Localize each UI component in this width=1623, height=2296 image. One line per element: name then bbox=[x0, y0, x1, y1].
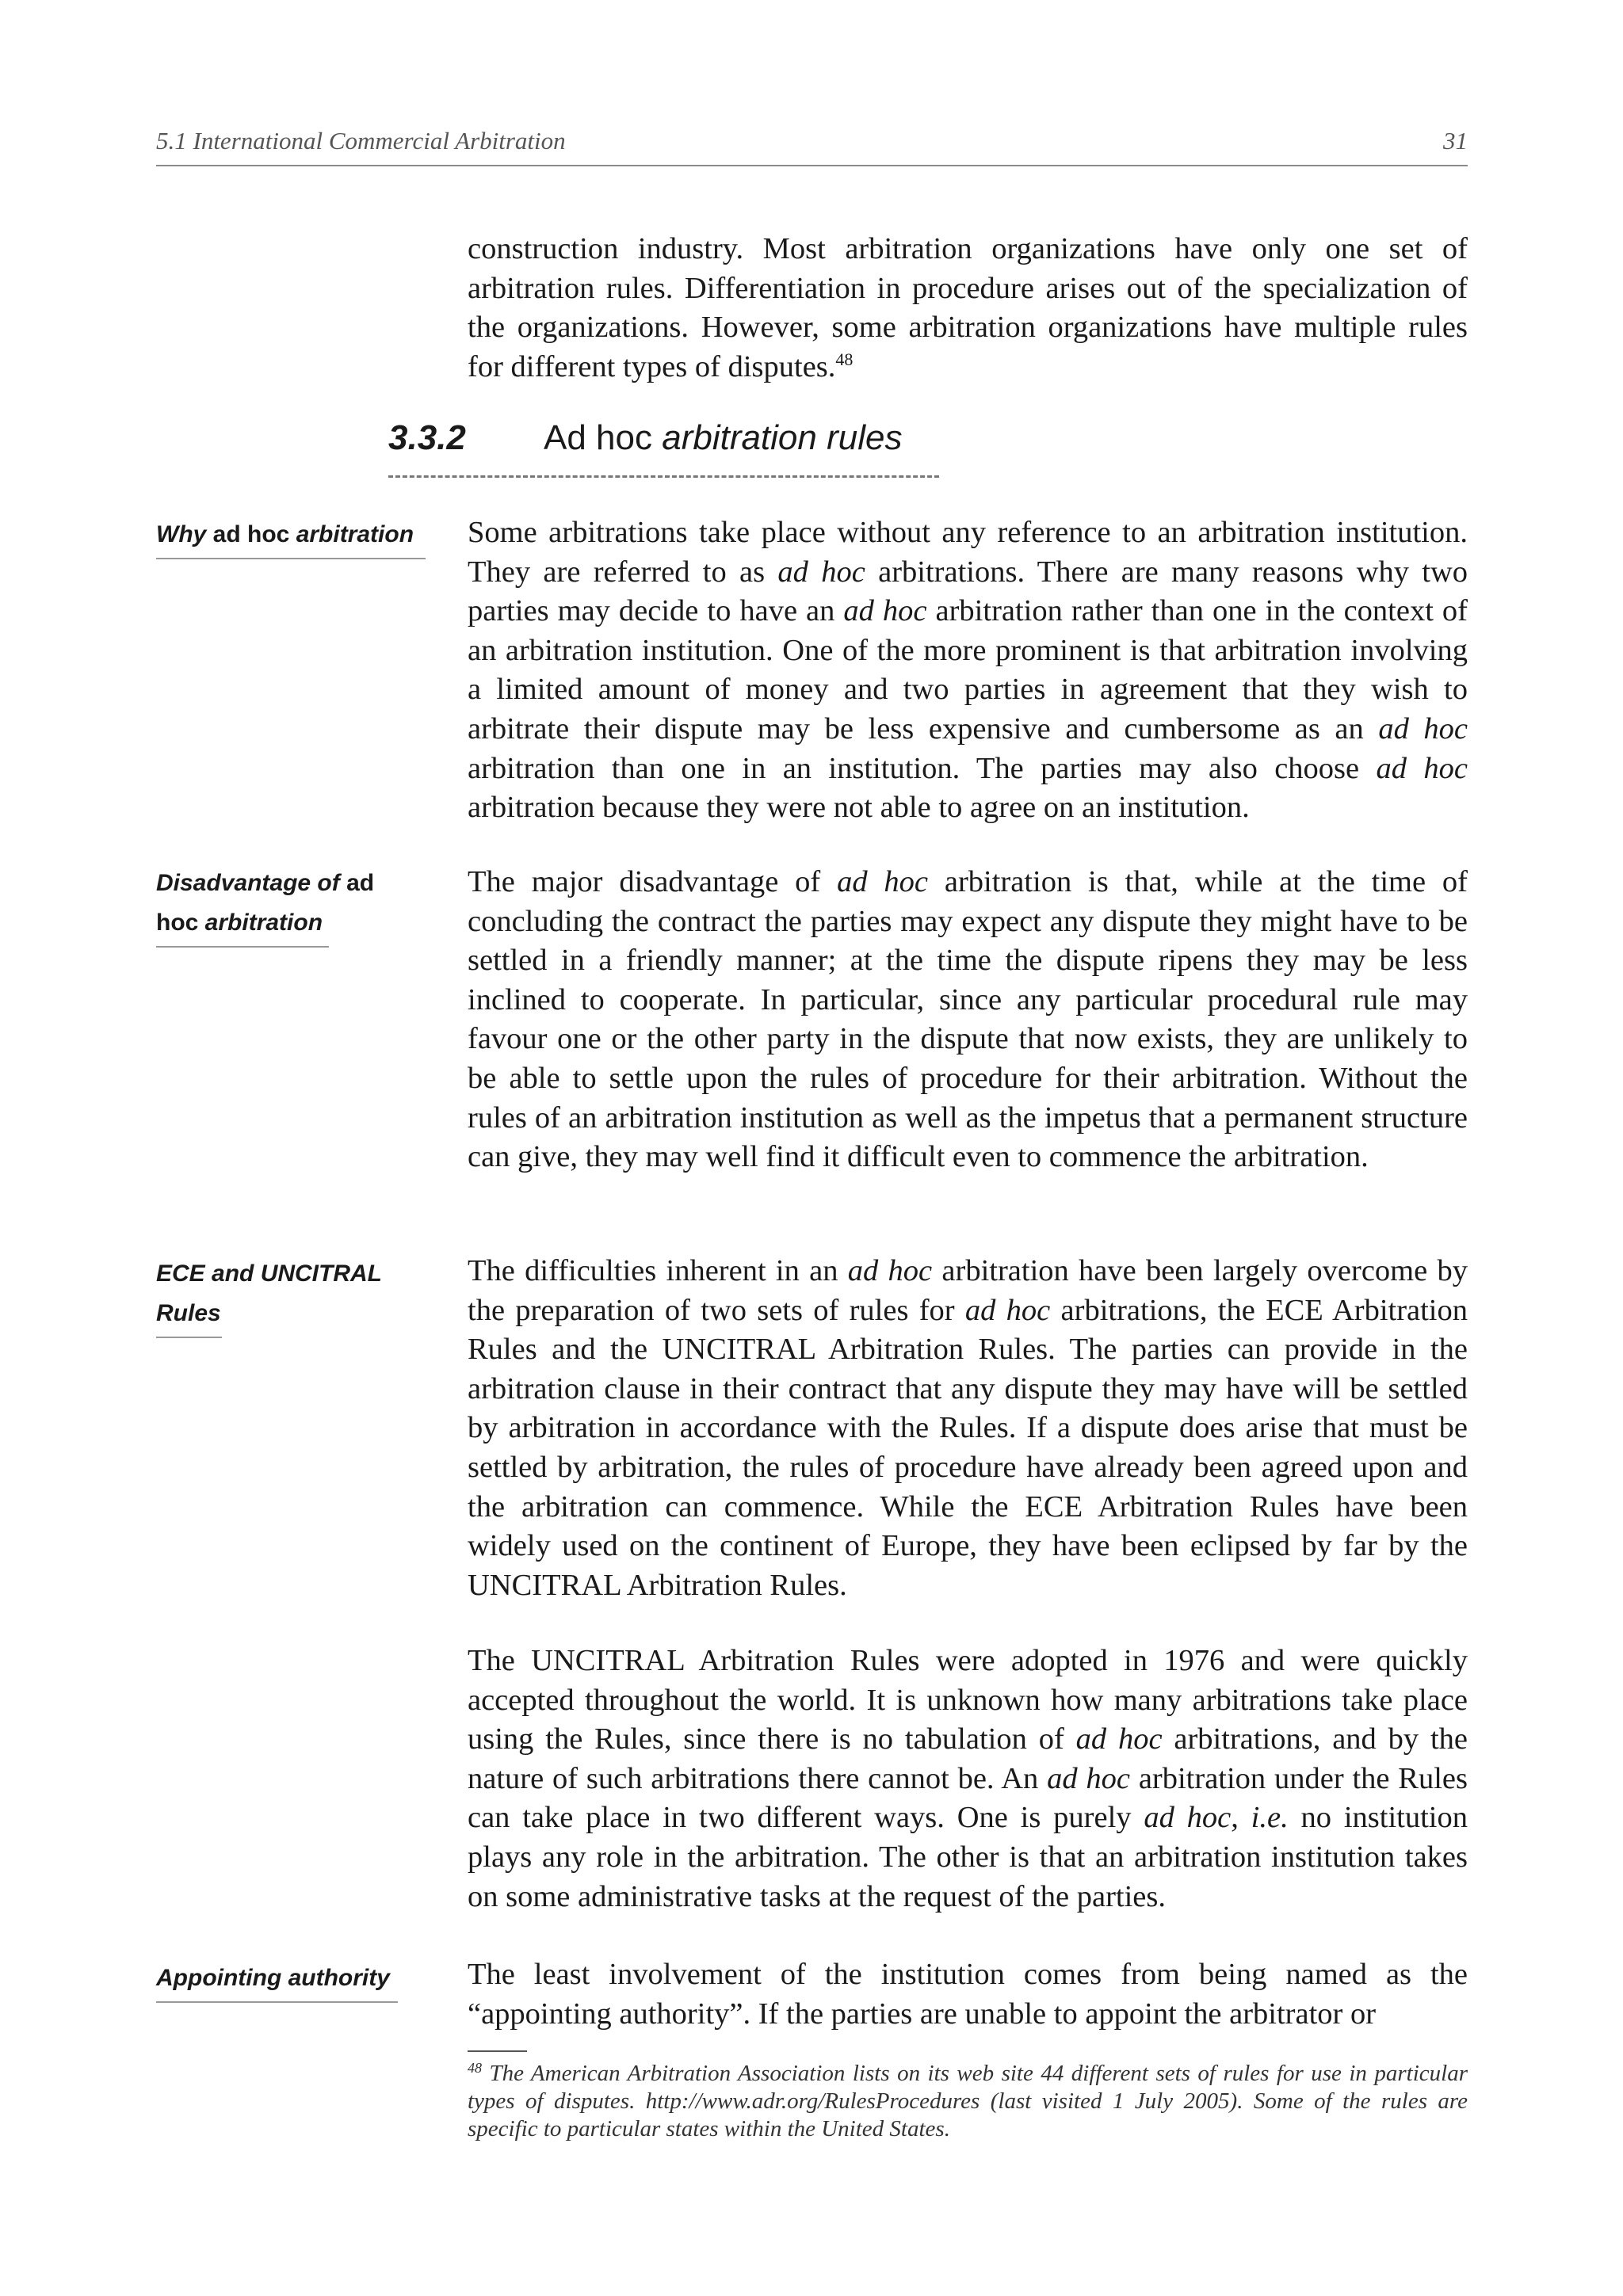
text-run: The least involvement of the institution comes from being named as the “appointing authority”. If the parties are unable to appoint the arbitrator or bbox=[468, 1958, 1468, 2031]
margin-note-disadvantage bbox=[156, 864, 374, 948]
text-run: no institution plays any role in the arbitration. The other is that an arbitration institution takes on some administrative tasks at the request of the parties. bbox=[468, 1801, 1468, 1913]
margin-note-text: ECE and UNCITRAL bbox=[156, 1261, 382, 1287]
margin-note-text: Rules bbox=[156, 1300, 221, 1326]
margin-note-underline bbox=[156, 946, 329, 948]
text-run: arbitration is that, while at the time of concluding the contract the parties may expect any dispute they might have to be settled in a friendly manner; at the time the dispute ripens they may be less inclined to cooperate. In particular, since any particular procedural rule may favour one or the other party in the dispute that now exists, they are unlikely to be able to settle upon the rules of procedure for their arbitration. Without the rules of an arbitration institution as well as the impetus that a permanent structure can give, they may well find it difficult even to commence the arbitration. bbox=[468, 865, 1468, 1174]
margin-note-appointing-authority bbox=[156, 1958, 398, 2003]
text-run: arbitrations. There are many reasons why two parties may decide to have an bbox=[468, 555, 1468, 628]
margin-note-text: Disadvantage of bbox=[156, 870, 340, 896]
text-run: arbitrations, and by the nature of such arbitrations there cannot be. An bbox=[468, 1722, 1468, 1795]
margin-note-text: ad bbox=[339, 870, 375, 896]
text-run-italic: ad hoc bbox=[1075, 1722, 1163, 1756]
text-run-italic: ad hoc bbox=[843, 594, 927, 628]
footnote-number: 48 bbox=[468, 2060, 482, 2076]
text-run-italic: ad hoc bbox=[847, 1254, 933, 1287]
paragraph-ece-uncitral bbox=[468, 1252, 1468, 1605]
text-run-italic: ad hoc bbox=[837, 865, 929, 898]
footnote-separator bbox=[468, 2050, 527, 2052]
text-run-italic: ad hoc bbox=[1376, 751, 1468, 785]
text-run-italic: ad hoc bbox=[1144, 1801, 1232, 1835]
text-run-italic: i.e. bbox=[1251, 1801, 1289, 1835]
page-number: 31 bbox=[1443, 127, 1468, 154]
paragraph-disadvantage bbox=[468, 863, 1468, 1177]
section-heading bbox=[388, 418, 902, 474]
text-run: arbitration under the Rules can take place in two different ways. One is purely bbox=[468, 1761, 1468, 1835]
text-run: arbitrations, the ECE Arbitration Rules and the UNCITRAL Arbitration Rules. The parties can provide in the arbitration clause in their contract that any dispute they may have will be settled by arbitration in accordance with the Rules. If a dispute does arise that must be settled by arbitration, the rules of procedure have already been agreed upon and the arbitration can commence. While the ECE Arbitration Rules have been widely used on the continent of Europe, they have been eclipsed by far by the UNCITRAL Arbitration Rules. bbox=[468, 1293, 1468, 1602]
margin-note-text: ad hoc bbox=[206, 521, 296, 547]
margin-note-text: Why bbox=[156, 521, 207, 547]
margin-note-text: arbitration bbox=[198, 910, 323, 936]
paragraph-why-ad-hoc bbox=[468, 513, 1468, 828]
section-number: 3.3.2 bbox=[388, 418, 466, 457]
text-run: The UNCITRAL Arbitration Rules were adopted in 1976 and were quickly accepted throughout the world. It is unknown how many arbitrations take place using the Rules, since there is no tabulation of bbox=[468, 1644, 1468, 1756]
section-title-plain: Ad hoc bbox=[544, 418, 663, 457]
footnote-reference: 48 bbox=[835, 349, 854, 369]
margin-note-text: arbitration bbox=[296, 521, 414, 547]
paragraph-appointing-authority bbox=[468, 1955, 1468, 2034]
text-run: The difficulties inherent in an bbox=[468, 1254, 848, 1287]
running-header-section: 5.1 International Commercial Arbitration bbox=[156, 127, 566, 154]
intro-paragraph bbox=[468, 230, 1468, 387]
footnote-text: The American Arbitration Association lists on its web site 44 different sets of rules for use in particular types of disputes. http://www.adr.org/RulesProcedures (last visited 1 July 2005). Some of the rules are specific to particular states within the United States. bbox=[468, 2061, 1468, 2142]
section-heading-underline bbox=[388, 475, 939, 478]
text-run: Some arbitrations take place without any reference to an arbitration institution. They are referred to as bbox=[468, 516, 1468, 589]
margin-note-why-ad-hoc bbox=[156, 515, 426, 559]
paragraph-uncitral-adoption bbox=[468, 1642, 1468, 1917]
text-run: arbitration because they were not able to agree on an institution. bbox=[468, 791, 1250, 825]
margin-note-underline bbox=[156, 2001, 398, 2003]
running-header bbox=[156, 127, 1468, 166]
margin-note-text: hoc bbox=[156, 910, 199, 936]
section-title-italic: arbitration rules bbox=[662, 418, 903, 457]
text-run: , bbox=[1231, 1801, 1251, 1835]
text-run-italic: ad hoc bbox=[964, 1293, 1051, 1327]
margin-note-underline bbox=[156, 558, 426, 559]
text-run-italic: ad hoc bbox=[1378, 711, 1468, 746]
intro-paragraph-text: construction industry. Most arbitration organizations have only one set of arbitration rules. Differentiation in procedure arises out of the specialization of the organizations. However, some arbitration organizations have multiple rules for different types of disputes. bbox=[468, 232, 1468, 383]
margin-note-ece-uncitral bbox=[156, 1254, 382, 1338]
text-run-italic: ad hoc bbox=[1047, 1761, 1131, 1795]
text-run-italic: ad hoc bbox=[777, 555, 865, 589]
text-run: arbitration than one in an institution. The parties may also choose bbox=[468, 751, 1377, 785]
margin-note-underline bbox=[156, 1337, 222, 1338]
footnote bbox=[468, 2060, 1468, 2143]
text-run: arbitration rather than one in the context of an arbitration institution. One of the more prominent is that arbitration involving a limited amount of money and two parties in agreement that they wish to arbitrate their dispute may be less expensive and cumbersome as an bbox=[468, 594, 1468, 746]
margin-note-text: Appointing authority bbox=[156, 1965, 390, 1991]
text-run: The major disadvantage of bbox=[468, 865, 838, 898]
text-run: arbitration have been largely overcome by the preparation of two sets of rules for bbox=[468, 1254, 1468, 1327]
